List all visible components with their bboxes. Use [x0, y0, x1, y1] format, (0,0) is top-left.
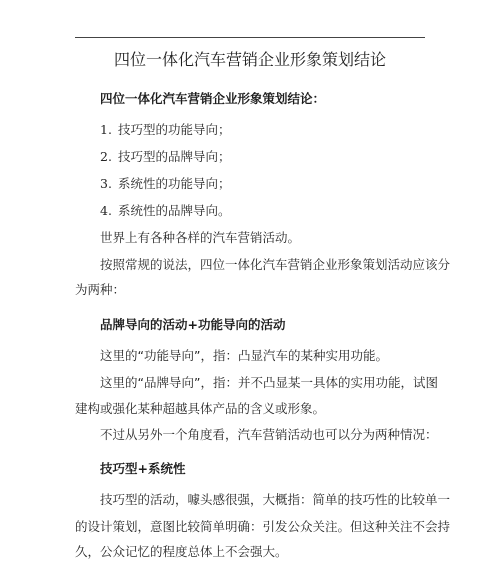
list-item — [100, 148, 231, 166]
list-text: 技巧型的功能导向； — [118, 122, 231, 137]
list-text: 系统性的品牌导向。 — [118, 203, 231, 218]
document-title: 四位一体化汽车营销企业形象策划结论 — [113, 50, 386, 69]
subheading: 品牌导向的活动+功能导向的活动 — [100, 317, 286, 332]
paragraph-line: 的设计策划，意图比较简单明确：引发公众关注。但这种关注不会持 — [75, 519, 451, 534]
header-rule — [75, 37, 425, 38]
list-item — [100, 121, 231, 139]
section-heading: 四位一体化汽车营销企业形象策划结论： — [100, 91, 326, 106]
list-item — [100, 175, 231, 193]
list-number: 1. — [100, 122, 112, 137]
paragraph: 不过从另外一个角度看，汽车营销活动也可以分为两种情况： — [100, 427, 438, 442]
paragraph-line: 久，公众记忆的程度总体上不会强大。 — [75, 544, 288, 559]
paragraph-line: 建构或强化某种超越具体产品的含义或形象。 — [75, 401, 326, 416]
paragraph-line: 按照常规的说法，四位一体化汽车营销企业形象策划活动应该分 — [100, 257, 451, 272]
list-text: 系统性的功能导向； — [118, 176, 231, 191]
paragraph-line: 这里的“品牌导向”，指：并不凸显某一具体的实用功能，试图 — [100, 375, 438, 390]
list-number: 4. — [100, 203, 112, 218]
list-number: 2. — [100, 149, 112, 164]
list-item — [100, 202, 231, 220]
paragraph-line: 为两种： — [75, 282, 126, 297]
list-text: 技巧型的品牌导向； — [118, 149, 231, 164]
paragraph-line: 技巧型的活动，噱头感很强，大概指：简单的技巧性的比较单一 — [100, 492, 451, 507]
paragraph: 这里的“功能导向”，指：凸显汽车的某种实用功能。 — [100, 348, 388, 363]
list-number: 3. — [100, 176, 112, 191]
paragraph: 世界上有各种各样的汽车营销活动。 — [100, 230, 301, 245]
subheading: 技巧型+系统性 — [100, 461, 186, 476]
